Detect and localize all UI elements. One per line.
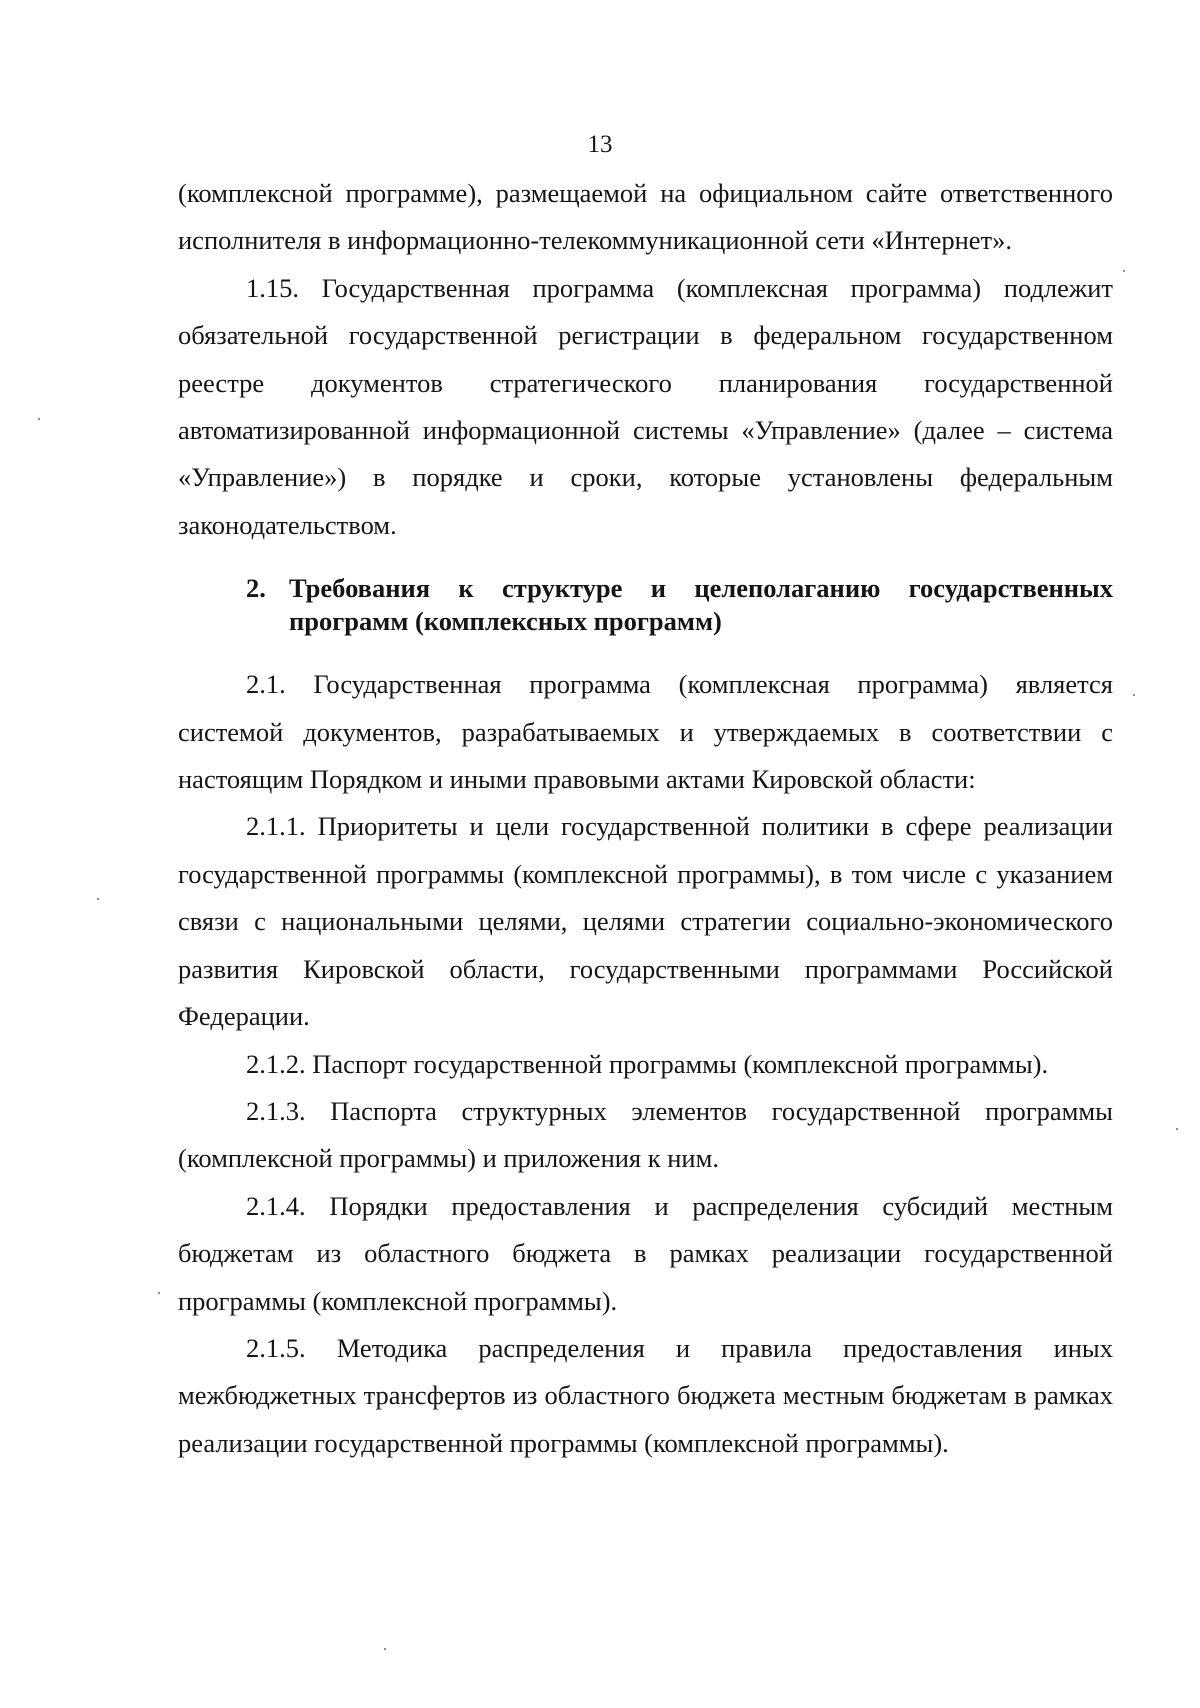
section-heading-text (289, 572, 1113, 638)
paragraph-continuation: (комплексной программе), размещаемой на официальном сайте ответственного исполнителя в информационно-телекоммуникационной сети «Интернет». (178, 178, 1113, 256)
scan-speck (1133, 694, 1135, 696)
paragraph-2-1-5: 2.1.5. Методика распределения и правила предоставления иных межбюджетных трансфертов из областного бюджета местным бюджетам в рамках реализации государственной программы (комплексной программы). (178, 1332, 1113, 1458)
section-heading (178, 572, 1113, 638)
scan-speck (38, 418, 40, 420)
scan-speck (1123, 270, 1125, 272)
section-heading-number: 2. (246, 573, 266, 604)
section-heading-line-1: Требования к структуре и целеполаганию государственных (289, 573, 1113, 604)
document-body (178, 170, 1113, 1467)
section-heading-number-cell (178, 572, 289, 638)
paragraph-2-1-4: 2.1.4. Порядки предоставления и распределения субсидий местным бюджетам из областного бюджета в рамках реализации государственной программы (комплексной программы). (178, 1190, 1113, 1316)
scan-speck (1176, 1128, 1178, 1130)
page-number: 13 (587, 131, 613, 158)
scan-speck (384, 1648, 386, 1650)
paragraph-2-1: 2.1. Государственная программа (комплексная программа) является системой документов, разрабатываемых и утверждаемых в соответствии с настоящим Порядком и иными правовыми актами Кировской области: (178, 669, 1113, 795)
paragraph-1-15: 1.15. Государственная программа (комплексная программа) подлежит обязательной государственной регистрации в федеральном государственном реестре документов стратегического планирования государственной автоматизированной информационной системы «Управление» (далее – система «Управление») в порядке и сроки, которые установлены федеральным законодательством. (178, 272, 1113, 540)
paragraph-2-1-2: 2.1.2. Паспорт государственной программы (комплексной программы). (246, 1048, 1049, 1079)
scan-speck (158, 1292, 160, 1294)
section-heading-line-2: программ (комплексных программ) (289, 606, 722, 637)
scan-speck (97, 898, 99, 900)
paragraph-2-1-1: 2.1.1. Приоритеты и цели государственной политики в сфере реализации государственной программы (комплексной программы), в том числе с указанием связи с национальными целями, целями стратегии социально-экономического развития Кировской области, государственными программами Российской Федерации. (178, 811, 1113, 1032)
paragraph-2-1-3: 2.1.3. Паспорта структурных элементов государственной программы (комплексной программы) и приложения к ним. (178, 1095, 1113, 1174)
